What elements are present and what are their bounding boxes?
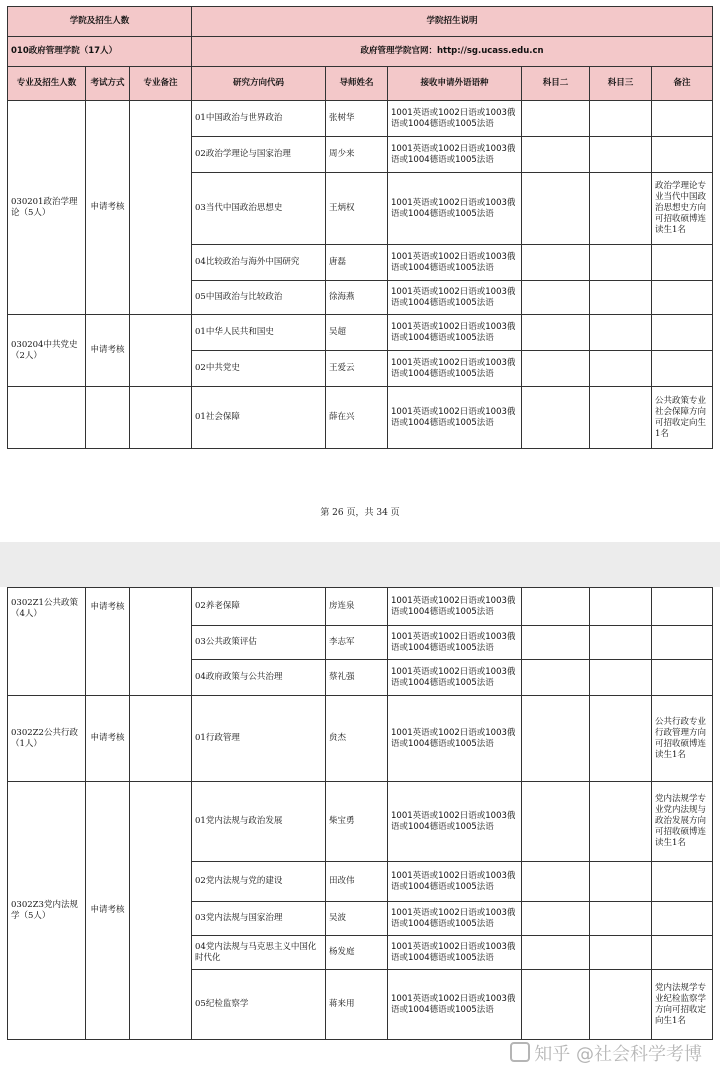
row-note	[652, 137, 713, 173]
tutor-name: 房连泉	[326, 588, 388, 626]
subject-two	[522, 970, 590, 1040]
direction-code: 01中国政治与世界政治	[192, 101, 326, 137]
tutor-name: 蒋来用	[326, 970, 388, 1040]
subject-three	[590, 936, 652, 970]
table-row	[8, 588, 713, 626]
subject-two	[522, 862, 590, 902]
major-cell: 0302Z1公共政策（4人）	[8, 588, 86, 696]
subject-three	[590, 626, 652, 660]
subject-two	[522, 660, 590, 696]
major-cell: 030204中共党史（2人）	[8, 315, 86, 387]
language-options: 1001英语或1002日语或1003俄语或1004德语或1005法语	[388, 782, 522, 862]
row-note: 公共行政专业行政管理方向可招收硕博连读生1名	[652, 696, 713, 782]
exam-method: 申请考核	[86, 315, 130, 387]
exam-method: 申请考核	[86, 696, 130, 782]
document-page-27	[0, 587, 720, 1042]
tutor-name: 吴波	[326, 902, 388, 936]
row-note	[652, 902, 713, 936]
row-note	[652, 281, 713, 315]
language-options: 1001英语或1002日语或1003俄语或1004德语或1005法语	[388, 862, 522, 902]
direction-code: 03党内法规与国家治理	[192, 902, 326, 936]
header-right-title: 学院招生说明	[192, 7, 713, 37]
row-note: 公共政策专业社会保障方向可招收定向生1名	[652, 387, 713, 449]
language-options: 1001英语或1002日语或1003俄语或1004德语或1005法语	[388, 245, 522, 281]
header-left-title: 学院及招生人数	[8, 7, 192, 37]
language-options: 1001英语或1002日语或1003俄语或1004德语或1005法语	[388, 902, 522, 936]
major-cell	[8, 387, 86, 449]
major-note	[130, 101, 192, 315]
subject-two	[522, 936, 590, 970]
direction-code: 01社会保障	[192, 387, 326, 449]
major-cell: 0302Z2公共行政（1人）	[8, 696, 86, 782]
watermark-text: 知乎 @社会科学考博	[534, 1044, 702, 1065]
language-options: 1001英语或1002日语或1003俄语或1004德语或1005法语	[388, 101, 522, 137]
column-header: 科目二	[522, 67, 590, 101]
direction-code: 03公共政策评估	[192, 626, 326, 660]
subject-two	[522, 351, 590, 387]
column-header: 接收申请外语语种	[388, 67, 522, 101]
admissions-table-page-26	[7, 6, 713, 449]
direction-code: 01行政管理	[192, 696, 326, 782]
major-note	[130, 588, 192, 696]
major-note	[130, 696, 192, 782]
zhihu-logo-icon	[510, 1042, 530, 1062]
subject-three	[590, 281, 652, 315]
subject-two	[522, 101, 590, 137]
column-header: 备注	[652, 67, 713, 101]
column-header: 专业备注	[130, 67, 192, 101]
subject-two	[522, 782, 590, 862]
language-options: 1001英语或1002日语或1003俄语或1004德语或1005法语	[388, 387, 522, 449]
row-note: 党内法规学专业党内法规与政治发展方向可招收硕博连读生1名	[652, 782, 713, 862]
table-row	[8, 315, 713, 351]
table-row	[8, 782, 713, 862]
subject-three	[590, 970, 652, 1040]
language-options: 1001英语或1002日语或1003俄语或1004德语或1005法语	[388, 936, 522, 970]
subject-two	[522, 173, 590, 245]
subject-three	[590, 660, 652, 696]
major-note	[130, 315, 192, 387]
row-note	[652, 315, 713, 351]
tutor-name: 田改伟	[326, 862, 388, 902]
page-separator	[0, 542, 720, 587]
major-cell: 0302Z3党内法规学（5人）	[8, 782, 86, 1040]
subject-two	[522, 588, 590, 626]
direction-code: 01中华人民共和国史	[192, 315, 326, 351]
tutor-name: 柴宝勇	[326, 782, 388, 862]
direction-code: 02中共党史	[192, 351, 326, 387]
language-options: 1001英语或1002日语或1003俄语或1004德语或1005法语	[388, 970, 522, 1040]
tutor-name: 唐磊	[326, 245, 388, 281]
watermark	[510, 1040, 702, 1066]
subject-two	[522, 387, 590, 449]
college-name: 010政府管理学院（17人）	[8, 37, 192, 67]
column-header-row	[8, 67, 713, 101]
row-note	[652, 351, 713, 387]
subject-three	[590, 137, 652, 173]
exam-method	[86, 387, 130, 449]
tutor-name: 张树华	[326, 101, 388, 137]
language-options: 1001英语或1002日语或1003俄语或1004德语或1005法语	[388, 315, 522, 351]
language-options: 1001英语或1002日语或1003俄语或1004德语或1005法语	[388, 281, 522, 315]
direction-code: 02政治学理论与国家治理	[192, 137, 326, 173]
subject-two	[522, 281, 590, 315]
row-note	[652, 101, 713, 137]
subject-three	[590, 173, 652, 245]
subject-three	[590, 245, 652, 281]
language-options: 1001英语或1002日语或1003俄语或1004德语或1005法语	[388, 626, 522, 660]
subject-two	[522, 696, 590, 782]
subject-three	[590, 902, 652, 936]
column-header: 专业及招生人数	[8, 67, 86, 101]
direction-code: 04政府政策与公共治理	[192, 660, 326, 696]
column-header: 导师姓名	[326, 67, 388, 101]
row-note	[652, 862, 713, 902]
tutor-name: 李志军	[326, 626, 388, 660]
row-note	[652, 660, 713, 696]
direction-code: 04比较政治与海外中国研究	[192, 245, 326, 281]
column-header: 考试方式	[86, 67, 130, 101]
table-row	[8, 387, 713, 449]
exam-method: 申请考核	[86, 782, 130, 1040]
subject-two	[522, 245, 590, 281]
tutor-name: 蔡礼强	[326, 660, 388, 696]
language-options: 1001英语或1002日语或1003俄语或1004德语或1005法语	[388, 137, 522, 173]
column-header: 科目三	[590, 67, 652, 101]
subject-three	[590, 101, 652, 137]
subject-three	[590, 315, 652, 351]
language-options: 1001英语或1002日语或1003俄语或1004德语或1005法语	[388, 660, 522, 696]
tutor-name: 杨发庭	[326, 936, 388, 970]
language-options: 1001英语或1002日语或1003俄语或1004德语或1005法语	[388, 351, 522, 387]
major-note	[130, 782, 192, 1040]
language-options: 1001英语或1002日语或1003俄语或1004德语或1005法语	[388, 588, 522, 626]
tutor-name: 王炳权	[326, 173, 388, 245]
exam-method: 申请考核	[86, 588, 130, 696]
admissions-table-page-27	[7, 587, 713, 1040]
major-cell: 030201政治学理论（5人）	[8, 101, 86, 315]
subject-three	[590, 588, 652, 626]
row-note	[652, 245, 713, 281]
subject-three	[590, 351, 652, 387]
direction-code: 05中国政治与比较政治	[192, 281, 326, 315]
language-options: 1001英语或1002日语或1003俄语或1004德语或1005法语	[388, 173, 522, 245]
tutor-name: 周少来	[326, 137, 388, 173]
subject-two	[522, 315, 590, 351]
row-note	[652, 936, 713, 970]
row-note	[652, 626, 713, 660]
document-page-26	[0, 0, 720, 460]
direction-code: 01党内法规与政治发展	[192, 782, 326, 862]
tutor-name: 徐海燕	[326, 281, 388, 315]
row-note: 党内法规学专业纪检监察学方向可招收定向生1名	[652, 970, 713, 1040]
column-header: 研究方向代码	[192, 67, 326, 101]
direction-code: 05纪检监察学	[192, 970, 326, 1040]
direction-code: 03当代中国政治思想史	[192, 173, 326, 245]
subject-two	[522, 626, 590, 660]
subject-two	[522, 902, 590, 936]
tutor-name: 王爱云	[326, 351, 388, 387]
direction-code: 04党内法规与马克思主义中国化时代化	[192, 936, 326, 970]
language-options: 1001英语或1002日语或1003俄语或1004德语或1005法语	[388, 696, 522, 782]
tutor-name: 薛在兴	[326, 387, 388, 449]
tutor-name: 贠杰	[326, 696, 388, 782]
subject-three	[590, 862, 652, 902]
college-website: 政府管理学院官网：http://sg.ucass.edu.cn	[192, 37, 713, 67]
table-row	[8, 696, 713, 782]
page-footer: 第 26 页，共 34 页	[320, 508, 400, 518]
subject-three	[590, 387, 652, 449]
subject-two	[522, 137, 590, 173]
major-note	[130, 387, 192, 449]
tutor-name: 吴超	[326, 315, 388, 351]
row-note	[652, 588, 713, 626]
subject-three	[590, 782, 652, 862]
row-note: 政治学理论专业当代中国政治思想史方向可招收硕博连读生1名	[652, 173, 713, 245]
exam-method: 申请考核	[86, 101, 130, 315]
table-row	[8, 101, 713, 137]
subject-three	[590, 696, 652, 782]
direction-code: 02养老保障	[192, 588, 326, 626]
direction-code: 02党内法规与党的建设	[192, 862, 326, 902]
